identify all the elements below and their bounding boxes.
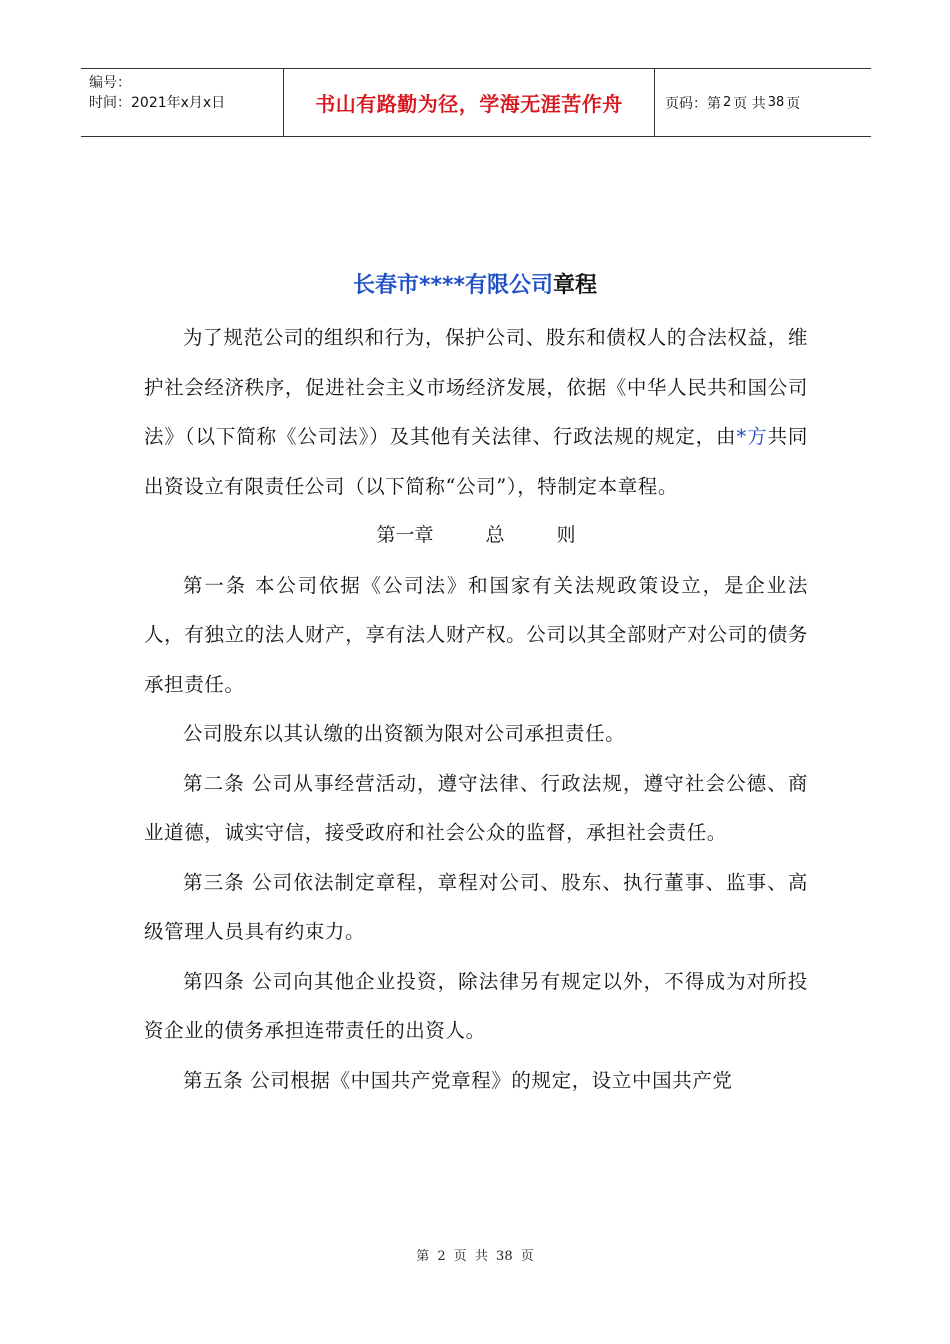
document-number-label: 编号：	[89, 75, 131, 91]
article-5: 第五条 公司根据《中国共产党章程》的规定，设立中国共产党	[183, 1068, 733, 1092]
article-4: 第四条 公司向其他企业投资，除法律另有规定以外，不得成为对所投资企业的债务承担连带责任的出资人。	[144, 969, 808, 1042]
article-3: 第三条 公司依法制定章程，章程对公司、股东、执行董事、监事、高级管理人员具有约束力。	[144, 870, 808, 943]
preamble-text-2: 共同出资设立有限责任公司（以下简称“公司”），特制定本章程。	[144, 425, 808, 498]
header-meta-cell	[81, 69, 283, 136]
document-title	[0, 268, 950, 299]
article-1-paragraph-2: 公司股东以其认缴的出资额为限对公司承担责任。	[183, 722, 626, 745]
page-total-number: 38	[767, 95, 785, 110]
header-motto-cell	[283, 69, 655, 136]
document-date-label: 时间：2021年x月x日	[89, 95, 226, 111]
page-label-suffix: 页	[786, 95, 801, 112]
preamble-text-1: 为了规范公司的组织和行为，保护公司、股东和债权人的合法权益，维护社会经济秩序，促进社会主义市场经济发展，依据《中华人民共和国公司法》（以下简称《公司法》）及其他有关法律、行政法规的规定，由	[144, 326, 808, 448]
page-label-mid: 页 共	[733, 95, 766, 112]
header-motto: 书山有路勤为径，学海无涯苦作舟	[315, 92, 623, 116]
chapter-heading	[144, 511, 808, 561]
chapter-title-char-2: 则	[556, 524, 576, 546]
page-header	[81, 68, 871, 137]
article-1: 第一条 本公司依据《公司法》和国家有关法规政策设立，是企业法人，有独立的法人财产，享有法人财产权。公司以其全部财产对公司的债务承担责任。	[144, 573, 808, 696]
document-title-company: 长春市****有限公司	[352, 273, 553, 298]
header-page-cell	[655, 69, 871, 136]
page-label-prefix: 页码：第	[665, 95, 721, 112]
chapter-title-char-1: 总	[485, 524, 505, 546]
preamble-paragraph	[144, 313, 808, 511]
document-title-suffix: 章程	[553, 273, 598, 298]
page-footer: 第 2 页 共 38 页	[416, 1249, 534, 1264]
document-body	[144, 313, 808, 1105]
article-2: 第二条 公司从事经营活动，遵守法律、行政法规，遵守社会公德、商业道德，诚实守信，接受政府和社会公众的监督，承担社会责任。	[144, 771, 808, 844]
preamble-party-placeholder: *方	[736, 425, 768, 448]
page-current-number: 2	[723, 95, 732, 110]
chapter-number: 第一章	[376, 524, 434, 546]
